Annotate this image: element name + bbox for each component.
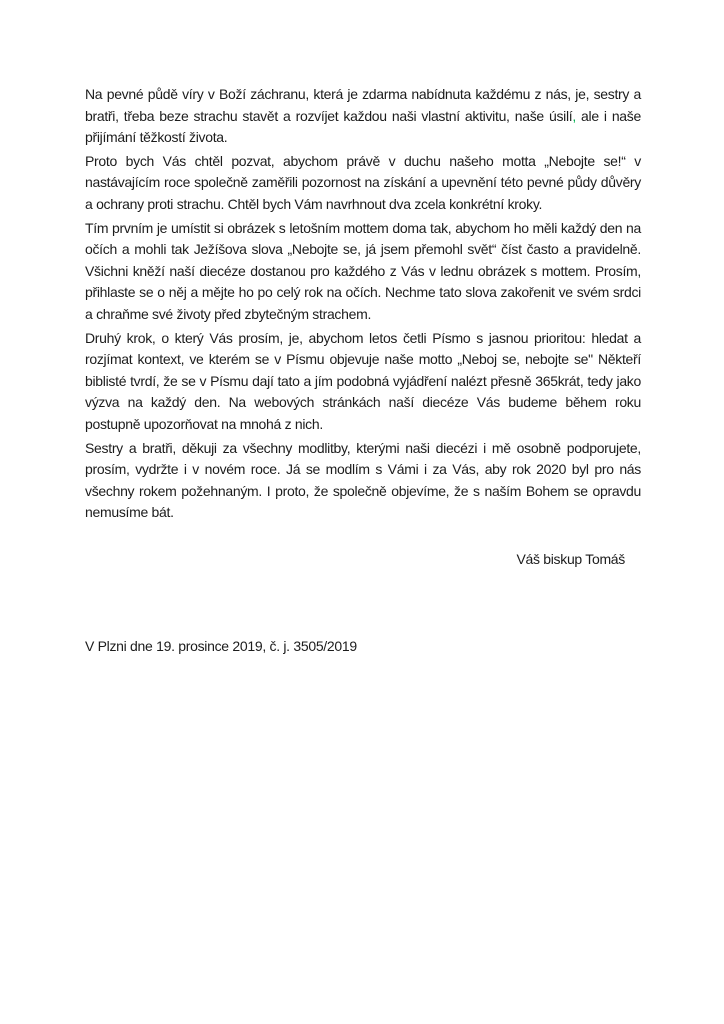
dateline: V Plzni dne 19. prosince 2019, č. j. 3505/2019 (85, 638, 357, 654)
paragraph-opening-text: Na pevné půdě víry v Boží záchranu, která je zdarma nabídnuta každému z nás, je, sestry a bratři, třeba beze strachu stavět a rozvíjet každou naši vlastní aktivitu, naše úsilí (85, 86, 641, 124)
signature: Váš biskup Tomáš (516, 551, 625, 567)
paragraph-opening (85, 84, 641, 149)
paragraph-opening-continuation: ale i naše přijímání těžkostí života. (85, 107, 641, 146)
paragraph-closing-thanks: Sestry a bratři, děkuji za všechny modlitby, kterými naši diecézi i mě osobně podporujete, prosím, vydržte i v novém roce. Já se modlím s Vámi i za Vás, aby rok 2020 byl pro nás všechny rokem požehnaným. I proto, že společně objevíme, že s naším Bohem se opravdu nemusíme bát. (85, 439, 641, 521)
letter-body (85, 84, 641, 526)
paragraph-first-step: Tím prvním je umístit si obrázek s letošním mottem doma tak, abychom ho měli každý den na očích a mohli tak Ježíšova slova „Nebojte se, já jsem přemohl svět“ číst často a pravidelně. Všichni kněží naší diecéze dostanou pro každého z Vás v lednu obrázek s mottem. Prosím, přihlaste se o něj a mějte ho po celý rok na očích. Nechme tato slova zakořenit ve svém srdci a chraňme své životy před zbytečným strachem. (85, 219, 641, 322)
paragraph-invitation: Proto bych Vás chtěl pozvat, abychom právě v duchu našeho motta „Nebojte se!“ v nastávajícím roce společně zaměřili pozornost na získání a upevnění této pevné půdy důvěry a ochrany proti strachu. Chtěl bych Vám navrhnout dva zcela konkrétní kroky. (85, 152, 641, 212)
green-comma: , (572, 107, 576, 124)
paragraph-second-step: Druhý krok, o který Vás prosím, je, abychom letos četli Písmo s jasnou prioritou: hledat a rozjímat kontext, ve kterém se v Písmu objevuje naše motto „Neboj se, nebojte se" Někteří biblisté tvrdí, že se v Písmu dají tato a jím podobná vyjádření nalézt přesně 365krát, tedy jako výzva na každý den. Na webových stránkách naší diecéze Vás budeme během roku postupně upozorňovat na mnohá z nich. (85, 329, 641, 432)
